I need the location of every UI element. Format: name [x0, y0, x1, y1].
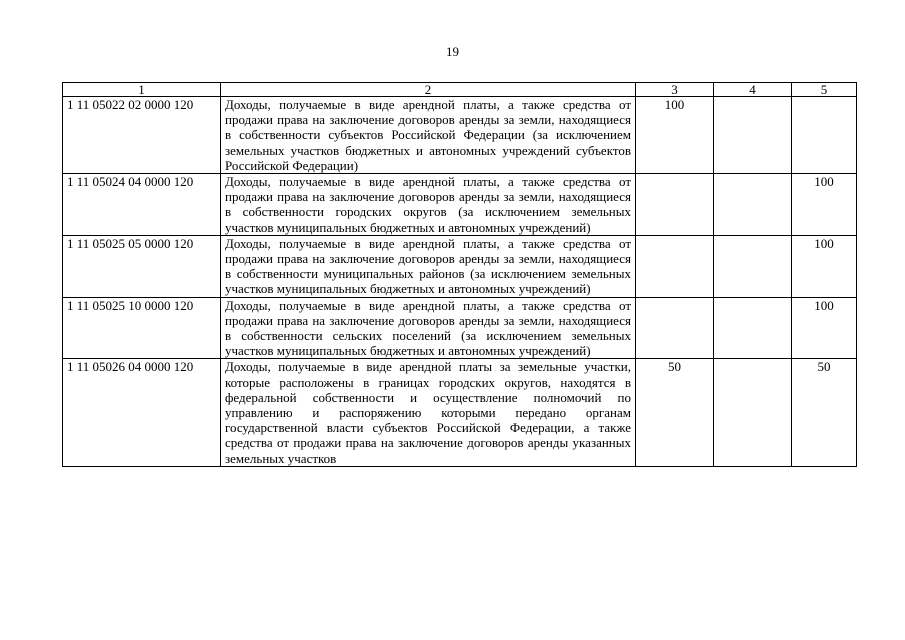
revenue-name: Доходы, получаемые в виде арендной платы, а также средства от продажи права на заключение договоров аренды за земли, находящиеся в собственности субъектов Российской Федерации (за исключением земельных участков бюджетных и автономных учреждений субъектов Российской Федерации)	[221, 97, 636, 174]
col4-value	[714, 235, 792, 297]
col3-value: 50	[636, 359, 714, 466]
revenue-name: Доходы, получаемые в виде арендной платы, а также средства от продажи права на заключение договоров аренды за земли, находящиеся в собственности муниципальных районов (за исключением земельных участков муниципальных бюджетных и автономных учреждений)	[221, 235, 636, 297]
col3-value	[636, 297, 714, 359]
table-row	[63, 359, 857, 466]
col3-value: 100	[636, 97, 714, 174]
revenue-table	[62, 82, 857, 467]
revenue-name: Доходы, получаемые в виде арендной платы, а также средства от продажи права на заключение договоров аренды за земли, находящиеся в собственности городских округов (за исключением земельных участков муниципальных бюджетных и автономных учреждений)	[221, 174, 636, 236]
header-col-4: 4	[714, 83, 792, 97]
revenue-code: 1 11 05024 04 0000 120	[63, 174, 221, 236]
header-col-2: 2	[221, 83, 636, 97]
col5-value: 50	[792, 359, 857, 466]
col4-value	[714, 97, 792, 174]
revenue-code: 1 11 05025 05 0000 120	[63, 235, 221, 297]
col4-value	[714, 297, 792, 359]
revenue-name: Доходы, получаемые в виде арендной платы, а также средства от продажи права на заключение договоров аренды за земли, находящиеся в собственности сельских поселений (за исключением земельных участков муниципальных бюджетных и автономных учреждений)	[221, 297, 636, 359]
table-header-row	[63, 83, 857, 97]
revenue-code: 1 11 05026 04 0000 120	[63, 359, 221, 466]
col5-value: 100	[792, 235, 857, 297]
col3-value	[636, 235, 714, 297]
revenue-name: Доходы, получаемые в виде арендной платы за земельные участки, которые расположены в границах городских округов, находятся в федеральной собственности и осуществление полномочий по управлению и распоряжению которыми передано органам государственной власти субъектов Российской Федерации, а также средства от продажи права на заключение договоров аренды указанных земельных участков	[221, 359, 636, 466]
col5-value: 100	[792, 297, 857, 359]
header-col-3: 3	[636, 83, 714, 97]
col5-value	[792, 97, 857, 174]
col4-value	[714, 174, 792, 236]
col3-value	[636, 174, 714, 236]
revenue-code: 1 11 05022 02 0000 120	[63, 97, 221, 174]
header-col-1: 1	[63, 83, 221, 97]
col5-value: 100	[792, 174, 857, 236]
col4-value	[714, 359, 792, 466]
table-row	[63, 235, 857, 297]
table-row	[63, 174, 857, 236]
table-row	[63, 297, 857, 359]
revenue-code: 1 11 05025 10 0000 120	[63, 297, 221, 359]
header-col-5: 5	[792, 83, 857, 97]
page-number: 19	[446, 44, 459, 59]
table-row	[63, 97, 857, 174]
